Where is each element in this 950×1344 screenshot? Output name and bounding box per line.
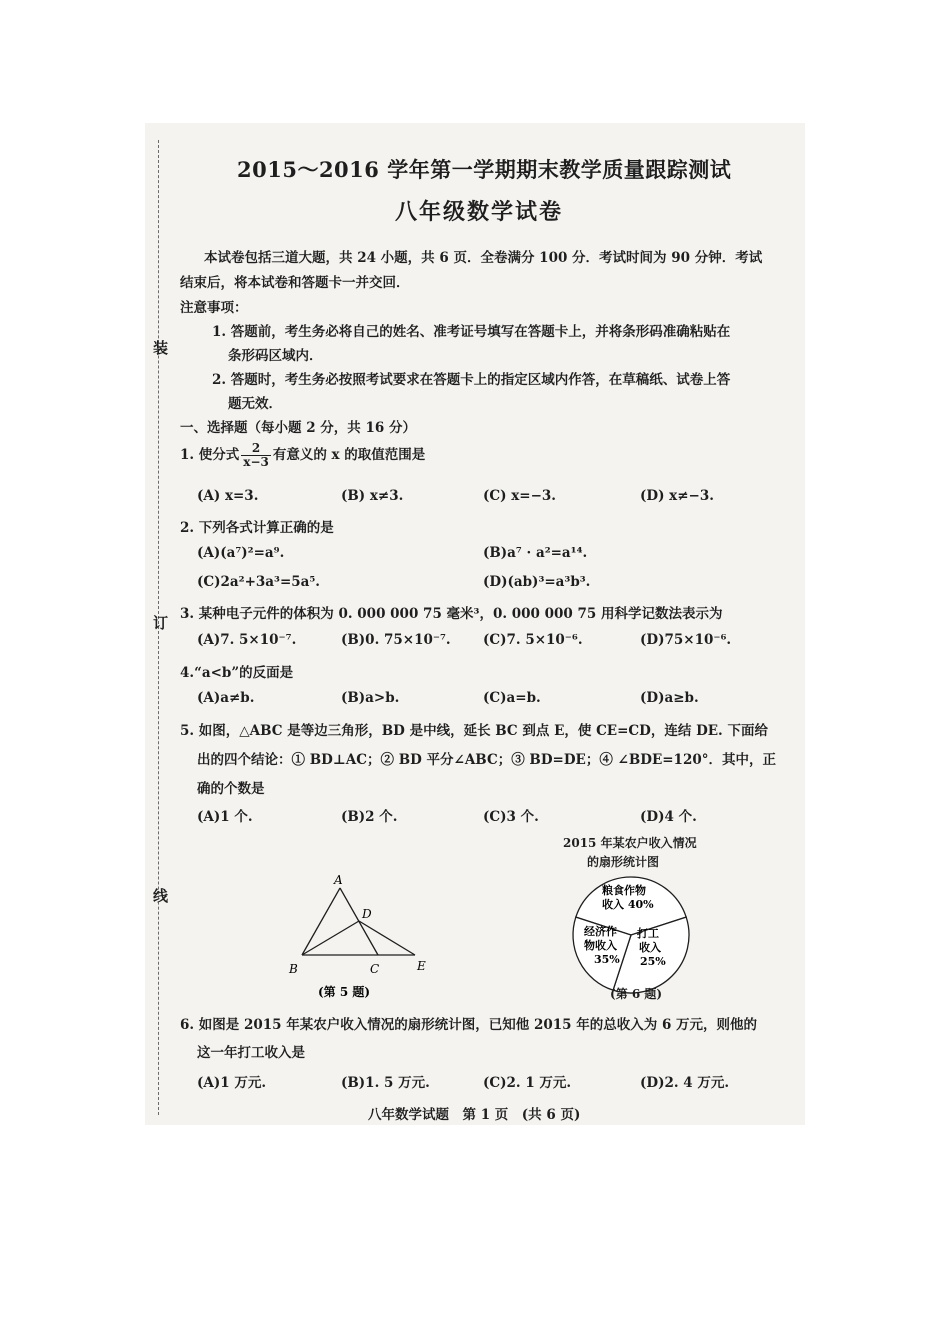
q6-option-a: (A)1 万元. [197,1075,267,1091]
q1-option-c: (C) x=−3. [483,488,556,504]
question-2-stem: 2. 下列各式计算正确的是 [180,520,334,536]
q5-option-a: (A)1 个. [197,809,253,825]
exam-title: 2015～2016 学年第一学期期末教学质量跟踪测试 [237,157,732,182]
exam-subtitle: 八年级数学试卷 [395,199,564,225]
question-1-stem [180,442,425,469]
question-6-line-2: 这一年打工收入是 [197,1045,305,1061]
pie-chart [568,872,694,998]
fraction-denominator: x−3 [243,455,269,469]
slice-label-cash-2: 物收入 [584,939,617,952]
intro-line-1: 本试卷包括三道大题，共 24 小题，共 6 页．全卷满分 100 分．考试时间为 90 分钟．考试 [204,250,763,266]
vertex-label-e: E [417,959,426,973]
question-6-line-1: 6. 如图是 2015 年某农户收入情况的扇形统计图，已知他 2015 年的总收入为 6 万元，则他的 [180,1017,758,1033]
q6-option-c: (C)2. 1 万元. [483,1075,572,1091]
q5-option-b: (B)2 个. [341,809,398,825]
q6-option-d: (D)2. 4 万元. [640,1075,730,1091]
slice-label-cash-1: 经济作 [584,925,617,938]
pie-title-line-2: 的扇形统计图 [587,855,660,869]
median-bd [302,921,359,955]
margin-char-xian: 线 [153,887,169,905]
q2-option-d: (D)(ab)³=a³b³. [483,574,591,590]
question-3-stem: 3. 某种电子元件的体积为 0. 000 000 75 毫米³，0. 000 000 75 用科学记数法表示为 [180,606,723,622]
q4-option-a: (A)a≠b. [197,690,255,706]
slice-label-work-2: 收入 [639,941,661,954]
q2-option-c: (C)2a²+3a³=5a⁵. [197,574,321,590]
question-5-line-1: 5. 如图，△ABC 是等边三角形，BD 是中线，延长 BC 到点 E，使 CE=CD，连结 DE. 下面给 [180,723,768,739]
question-5-line-2: 出的四个结论：① BD⊥AC；② BD 平分∠ABC；③ BD=DE；④ ∠BDE=120°．其中，正 [197,752,776,768]
margin-char-zhuang: 装 [153,339,169,357]
slice-label-grain-1: 粮食作物 [602,884,646,897]
figure-5-triangle [280,868,450,1003]
vertex-label-b: B [289,962,298,976]
edge-ab [302,888,340,955]
note-1-line-1: 1. 答题前，考生务必将自己的姓名、准考证号填写在答题卡上，并将条形码准确粘贴在 [212,324,731,340]
slice-label-cash-3: 35% [594,953,620,966]
note-2-line-2: 题无效． [228,396,282,412]
vertex-label-a: A [334,873,343,887]
notes-heading: 注意事项： [180,300,248,316]
q1-option-b: (B) x≠3. [341,488,404,504]
q5-option-d: (D)4 个. [640,809,697,825]
q4-option-b: (B)a>b. [341,690,400,706]
page-footer: 八年数学试题 第 1 页 (共 6 页) [368,1107,581,1123]
note-1-line-2: 条形码区域内． [228,348,323,364]
q4-option-d: (D)a≥b. [640,690,699,706]
q3-option-a: (A)7. 5×10⁻⁷. [197,632,297,648]
q3-option-c: (C)7. 5×10⁻⁶. [483,632,583,648]
figure-5-caption: (第 5 题) [318,985,371,999]
q1-option-a: (A) x=3. [197,488,259,504]
margin-char-ding: 订 [153,614,169,632]
figure-6-caption: (第 6 题) [610,987,663,1001]
vertex-label-d: D [362,907,372,921]
fraction-numerator: 2 [241,442,271,456]
q2-option-a: (A)(a⁷)²=a⁹. [197,545,285,561]
question-4-stem: 4.“a<b”的反面是 [180,665,294,681]
question-1-post: 有意义的 x 的取值范围是 [272,447,426,463]
vertex-label-c: C [370,962,380,976]
question-5-line-3: 确的个数是 [197,781,265,797]
q5-option-c: (C)3 个. [483,809,539,825]
q3-option-d: (D)75×10⁻⁶. [640,632,732,648]
section-1-heading: 一、选择题（每小题 2 分，共 16 分） [180,420,416,436]
intro-line-2: 结束后，将本试卷和答题卡一并交回． [180,275,410,291]
pie-title-line-1: 2015 年某农户收入情况 [563,836,697,850]
slice-label-grain-2: 收入 40% [602,898,654,911]
slice-label-work-3: 25% [640,955,666,968]
segment-de [359,921,415,955]
fraction [241,442,271,469]
slice-label-work-1: 打工 [637,927,659,940]
q4-option-c: (C)a=b. [483,690,541,706]
note-2-line-1: 2. 答题时，考生务必按照考试要求在答题卡上的指定区域内作答，在草稿纸、试卷上答 [212,372,731,388]
q6-option-b: (B)1. 5 万元. [341,1075,430,1091]
q1-option-d: (D) x≠−3. [640,488,714,504]
q3-option-b: (B)0. 75×10⁻⁷. [341,632,451,648]
q2-option-b: (B)a⁷ · a²=a¹⁴. [483,545,588,561]
question-1-pre: 1. 使分式 [180,447,240,463]
